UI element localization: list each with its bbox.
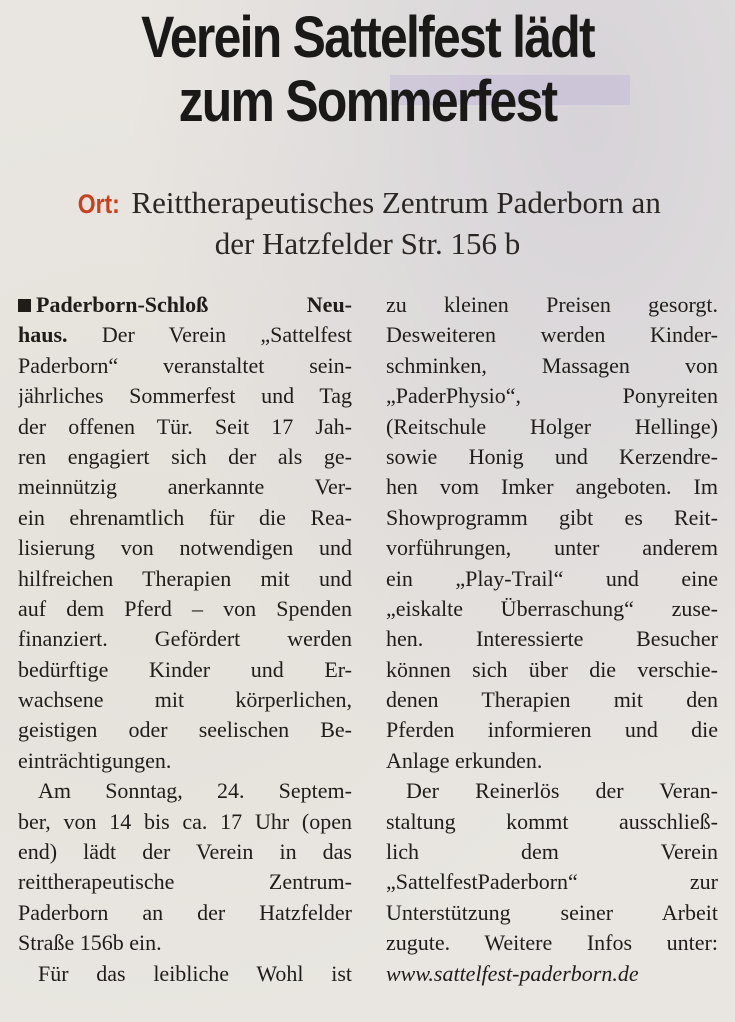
location-line-2: der Hatzfelder Str. 156 b (214, 226, 521, 261)
article-column-left (18, 290, 352, 989)
text-line: auf dem Pferd – von Spenden (18, 595, 352, 621)
text-line: Paderborn an der Hatzfelder (18, 899, 352, 925)
text-line: „eiskalte Überraschung“ zuse- (386, 595, 718, 621)
text-line: Am Sonntag, 24. Septem- (38, 778, 352, 804)
dateline: Paderborn-Schloß Neu- (36, 292, 352, 317)
text-line: finanziert. Gefördert werden (18, 626, 352, 652)
text-line: wachsene mit körperlichen, (18, 687, 352, 713)
headline-line-1: Verein Sattelfest lädt (141, 5, 594, 70)
article-column-right (386, 290, 718, 989)
location-line-1 (20, 183, 715, 224)
text-line: Für das leibliche Wohl ist (38, 960, 352, 986)
text-line: vorführungen, unter anderem (386, 535, 718, 561)
text-line: hen. Interessierte Besucher (386, 626, 718, 652)
text-line: staltung kommt ausschließ- (386, 808, 718, 834)
text-line: schminken, Massagen von (386, 352, 718, 378)
text-line: lich dem Verein (386, 839, 718, 865)
text-line: hen vom Imker angeboten. Im (386, 474, 718, 500)
text-line: Anlage erkunden. (386, 747, 543, 773)
headline (69, 6, 667, 134)
text-line: zugute. Weitere Infos unter: (386, 930, 718, 956)
text-line: einträchtigungen. (18, 747, 172, 773)
text-line: (Reitschule Holger Hellinge) (386, 413, 718, 439)
text-line: können sich über die verschie- (386, 656, 718, 682)
text-line: bedürftige Kinder und Er- (18, 656, 352, 682)
text-line: haus. Der Verein „Sattelfest (18, 322, 352, 348)
text-line: end) lädt der Verein in das (18, 839, 352, 865)
text-line: ber, von 14 bis ca. 17 Uhr (open (18, 808, 352, 834)
text-line: Paderborn“ veranstaltet sein- (18, 352, 352, 378)
text-line: „PaderPhysio“, Ponyreiten (386, 383, 718, 409)
text-line: „SattelfestPaderborn“ zur (386, 869, 718, 895)
text-line: ein ehrenamtlich für die Rea- (18, 504, 352, 530)
location-label: Ort: (77, 189, 120, 219)
text-line: denen Therapien mit den (386, 687, 718, 713)
headline-line-2: zum Sommerfest (178, 69, 557, 134)
location-subheading (20, 183, 715, 264)
text-line: Pferden informieren und die (386, 717, 718, 743)
text-line: jährliches Sommerfest und Tag (18, 383, 352, 409)
text-line: zu kleinen Preisen gesorgt. (386, 292, 718, 317)
text-line: lisierung von notwendigen und (18, 535, 352, 561)
text-line: Der Reinerlös der Veran- (406, 778, 718, 804)
text-line: Unterstützung seiner Arbeit (386, 899, 718, 925)
text-line: ein „Play-Trail“ und eine (386, 565, 718, 591)
location-text-1: Reittherapeutisches Zentrum Paderborn an (131, 185, 661, 220)
text-line: geistigen oder seelischen Be- (18, 717, 352, 743)
dateline-line (18, 290, 352, 320)
text-line: ren engagiert sich der als ge- (18, 443, 352, 469)
text-line: hilfreichen Therapien mit und (18, 565, 352, 591)
text-line: der offenen Tür. Seit 17 Jah- (18, 413, 352, 439)
website-link[interactable]: www.sattelfest-paderborn.de (386, 960, 639, 986)
dateline-end: haus. (18, 322, 68, 348)
text-line: Desweiteren werden Kinder- (386, 322, 718, 348)
text-line: sowie Honig und Kerzendre- (386, 443, 718, 469)
text-line: Showprogramm gibt es Reit- (386, 504, 718, 530)
bullet-square-icon (18, 299, 31, 312)
text-line: Straße 156b ein. (18, 930, 162, 956)
text-line: reittherapeutische Zentrum- (18, 869, 352, 895)
text-line: meinnützig anerkannte Ver- (18, 474, 352, 500)
